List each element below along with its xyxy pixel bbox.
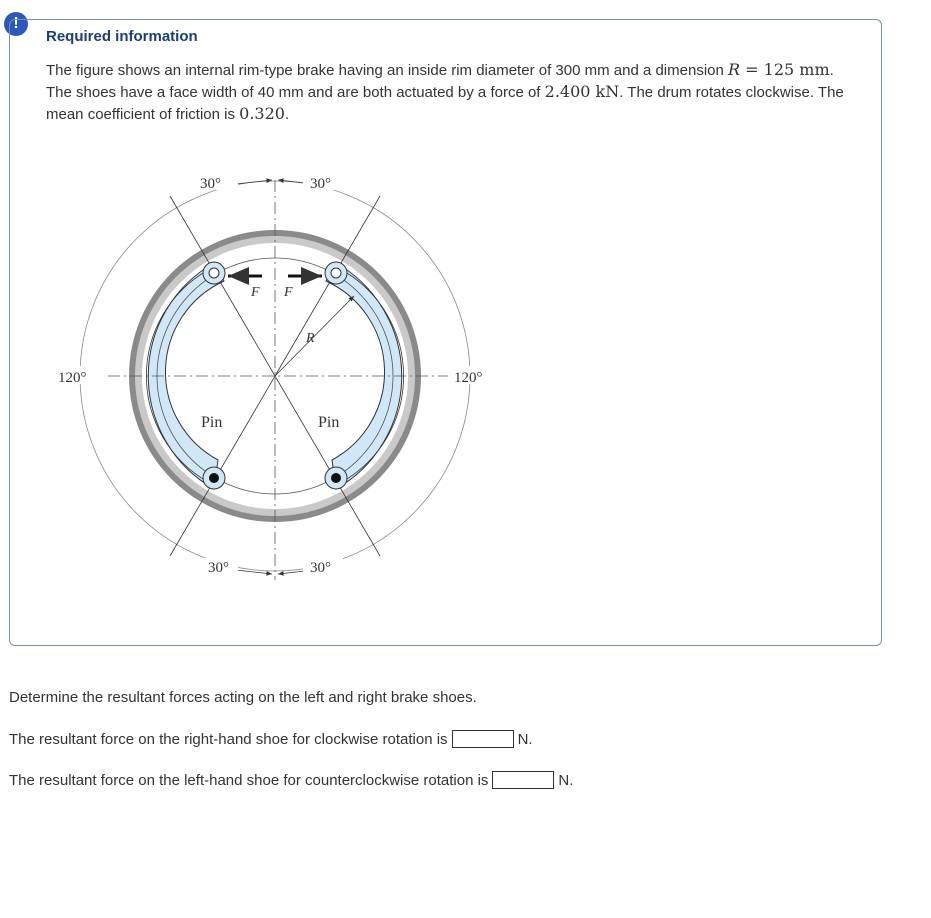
brake-figure — [48, 160, 508, 595]
angle-label-right: 120° — [454, 370, 483, 386]
question-2 — [9, 771, 573, 789]
pin-label-left: Pin — [201, 414, 223, 431]
statement-part-1: The figure shows an internal rim-type brake having an inside rim diameter of 300 mm and a dimension — [46, 62, 729, 79]
info-heading: Required information — [46, 28, 198, 45]
right-pivot-dot — [331, 473, 341, 483]
question-1 — [9, 730, 533, 748]
q1-text: The resultant force on the right-hand shoe for clockwise rotation is — [9, 730, 448, 748]
angle-label-top-left: 30° — [200, 176, 221, 192]
force-label-left: F — [251, 285, 260, 300]
problem-statement — [46, 59, 846, 125]
force-value: 2.400 kN — [544, 82, 620, 101]
left-pivot-dot — [209, 473, 219, 483]
left-actuator-hole — [209, 268, 219, 278]
q1-answer-input[interactable] — [452, 730, 514, 748]
alert-icon: ! — [4, 12, 28, 36]
statement-part-2: . The shoes have a face width of 40 mm and are both actuated by a force of — [46, 62, 834, 101]
angle-label-bottom-left: 30° — [208, 560, 229, 576]
q2-answer-input[interactable] — [492, 771, 554, 789]
angle-label-bottom-right: 30° — [310, 560, 331, 576]
angle-label-top-right: 30° — [310, 176, 331, 192]
statement-part-3: . The drum rotates clockwise. The mean coefficient of friction is — [46, 84, 844, 123]
q2-unit: N. — [558, 771, 574, 789]
q2-text: The resultant force on the left-hand shoe for counterclockwise rotation is — [9, 771, 489, 789]
statement-part-4: . — [284, 106, 290, 123]
right-actuator-hole — [331, 268, 341, 278]
q1-unit: N. — [517, 730, 533, 748]
question-intro: Determine the resultant forces acting on the left and right brake shoes. — [9, 689, 477, 706]
angle-label-left: 120° — [58, 370, 87, 386]
brake-diagram — [48, 160, 508, 590]
force-label-right: F — [284, 285, 293, 300]
pin-label-right: Pin — [318, 414, 340, 431]
friction-coefficient: 0.320 — [239, 104, 285, 123]
r-dimension: R = 125 mm — [728, 60, 830, 79]
top-dim-arrow-left — [236, 180, 272, 184]
radius-label: R — [306, 331, 315, 346]
